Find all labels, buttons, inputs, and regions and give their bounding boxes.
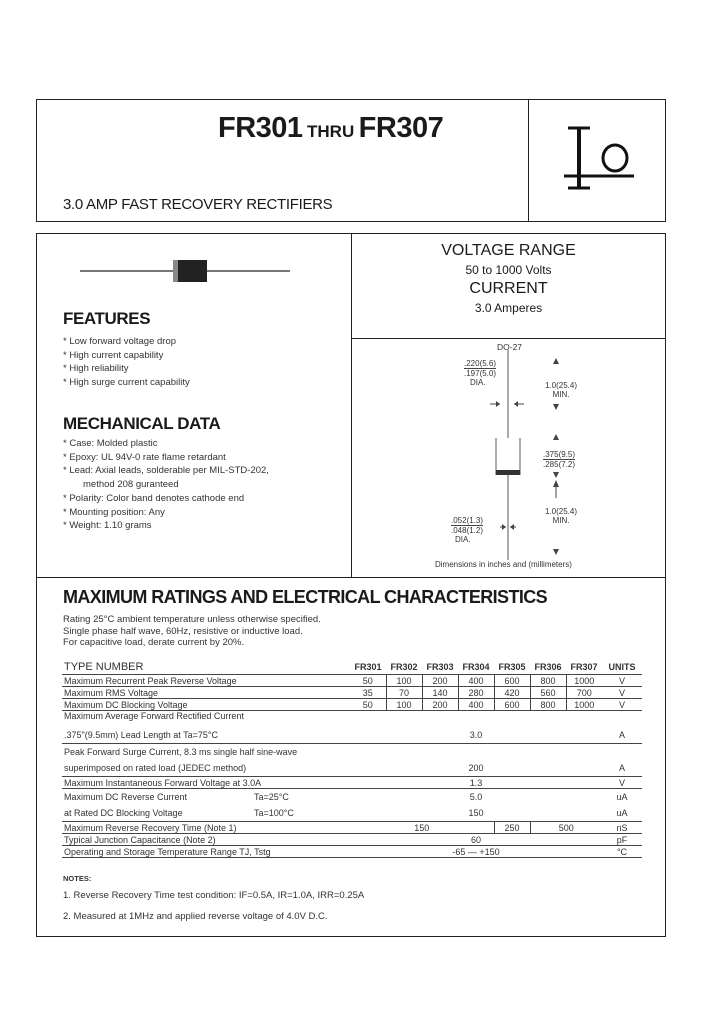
current-label: CURRENT bbox=[469, 280, 548, 297]
mech-item: * Epoxy: UL 94V-0 rate flame retardant bbox=[63, 451, 226, 463]
table-row: Maximum DC Blocking Voltage 50 100 200 400 600 800 1000 V bbox=[62, 699, 642, 711]
table-row: Maximum RMS Voltage 35 70 140 280 420 560 700 V bbox=[62, 687, 642, 699]
table-row: Maximum Instantaneous Forward Voltage at 3.0A 1.3 V bbox=[62, 777, 642, 789]
features-list bbox=[63, 335, 190, 390]
part-to: FR307 bbox=[358, 112, 444, 144]
features-heading: FEATURES bbox=[63, 309, 151, 328]
current-value: 3.0 Amperes bbox=[474, 301, 543, 315]
lead-len-bottom: 1.0(25.4) MIN. bbox=[545, 507, 578, 525]
feature-item: * High reliability bbox=[63, 363, 129, 375]
package-name: DO-27 bbox=[497, 342, 523, 352]
ratings-summary bbox=[351, 242, 666, 315]
header-divider bbox=[528, 99, 529, 222]
page-title bbox=[218, 112, 443, 145]
ratings-table bbox=[62, 660, 642, 858]
note-item: 2. Measured at 1MHz and applied reverse voltage of 4.0V D.C. bbox=[63, 911, 328, 922]
feature-item: * High surge current capability bbox=[63, 377, 190, 389]
table-row: .375"(9.5mm) Lead Length at Ta=75°C 3.0 A bbox=[64, 730, 625, 740]
rating-conditions: Rating 25°C ambient temperature unless otherwise specified. Single phase half wave, 60Hz, resistive or inductive load. For capacitive load, derate current by 20%. bbox=[63, 614, 321, 648]
mech-item: * Polarity: Color band denotes cathode end bbox=[63, 492, 245, 504]
note-item: 1. Reverse Recovery Time test condition: IF=0.5A, IR=1.0A, IRR=0.25A bbox=[63, 890, 365, 901]
table-row: at Rated DC Blocking Voltage Ta=100°C 150 uA bbox=[64, 808, 628, 818]
table-row: superimposed on rated load (JEDEC method) 200 A bbox=[64, 763, 625, 773]
lead-len-top: 1.0(25.4) MIN. bbox=[545, 381, 578, 399]
table-row: Typical Junction Capacitance (Note 2) 60 pF bbox=[62, 834, 642, 846]
table-row: Maximum Recurrent Peak Reverse Voltage 50 100 200 400 600 800 1000 V bbox=[62, 675, 642, 687]
mech-item: * Weight: 1.10 grams bbox=[63, 520, 152, 532]
feature-item: * Low forward voltage drop bbox=[63, 336, 177, 347]
max-ratings-heading: MAXIMUM RATINGS AND ELECTRICAL CHARACTERISTICS bbox=[63, 587, 548, 607]
mech-item: method 208 guranteed bbox=[83, 479, 179, 491]
wire-dia-dims: .052(1.3) .048(1.2) DIA. bbox=[451, 516, 484, 544]
feature-item: * High current capability bbox=[63, 349, 164, 361]
voltage-range-label: VOLTAGE RANGE bbox=[441, 242, 576, 259]
table-row: Peak Forward Surge Current, 8.3 ms single half sine-wave bbox=[62, 744, 642, 761]
dimensions-footnote: Dimensions in inches and (millimeters) bbox=[435, 560, 572, 569]
table-row: Maximum Average Forward Rectified Current bbox=[62, 711, 642, 728]
notes-heading: NOTES: bbox=[63, 874, 92, 883]
diode-icon bbox=[80, 258, 290, 284]
mechanical-heading: MECHANICAL DATA bbox=[63, 414, 221, 433]
mech-item: * Mounting position: Any bbox=[63, 506, 165, 518]
mechanical-list bbox=[63, 437, 269, 533]
ratings-divider bbox=[351, 338, 666, 339]
table-row: Maximum DC Reverse Current Ta=25°C 5.0 uA bbox=[62, 789, 642, 806]
table-row: Maximum Reverse Recovery Time (Note 1) 150 250 500 nS bbox=[62, 822, 642, 834]
notes bbox=[63, 874, 364, 922]
table-header-row: TYPE NUMBER FR301 FR302 FR303 FR304 FR305 FR306 FR307 UNITS bbox=[64, 661, 636, 673]
io-logo bbox=[560, 120, 640, 200]
mech-item: * Lead: Axial leads, solderable per MIL-STD-202, bbox=[63, 465, 269, 477]
voltage-range-value: 50 to 1000 Volts bbox=[465, 263, 552, 277]
thru-label: THRU bbox=[307, 122, 355, 141]
lead-dia-dims: .220(5.6) .197(5.0) DIA. bbox=[464, 359, 497, 387]
subtitle: 3.0 AMP FAST RECOVERY RECTIFIERS bbox=[63, 196, 333, 213]
table-row: Operating and Storage Temperature Range TJ, Tstg -65 — +150 °C bbox=[62, 846, 642, 858]
mech-item: * Case: Molded plastic bbox=[63, 438, 158, 449]
body-len-dims: .375(9.5) .285(7.2) bbox=[543, 450, 576, 469]
part-from: FR301 bbox=[218, 112, 303, 144]
